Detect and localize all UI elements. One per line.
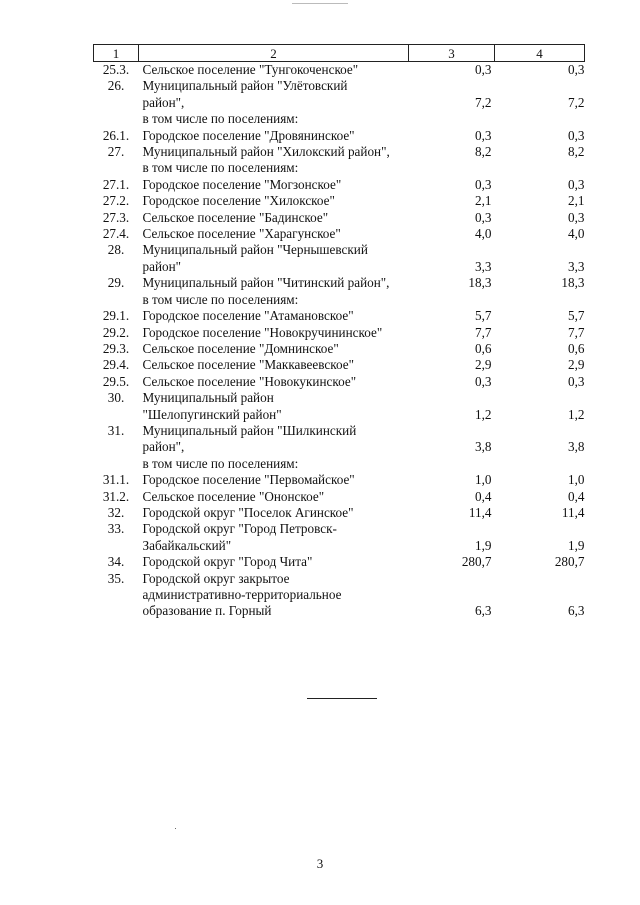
value-column-3: 1,0 bbox=[475, 472, 492, 488]
row-name-line: район" bbox=[142, 258, 182, 274]
table-row bbox=[94, 390, 585, 423]
row-number: 28. bbox=[107, 242, 125, 258]
table-row bbox=[94, 554, 585, 570]
row-name-line: Муниципальный район "Читинский район", bbox=[142, 275, 390, 291]
table-header-row bbox=[94, 45, 585, 62]
row-number: 33. bbox=[107, 521, 125, 537]
row-name-line: Муниципальный район bbox=[142, 390, 274, 406]
row-name-line: Городской округ "Город Петровск- bbox=[142, 521, 337, 537]
table-row bbox=[94, 275, 585, 308]
row-name-line: Сельское поселение "Домнинское" bbox=[142, 340, 339, 356]
row-name-line: в том числе по поселениям: bbox=[142, 111, 299, 127]
scan-top-mark bbox=[292, 3, 348, 5]
value-column-3: 1,9 bbox=[475, 537, 492, 553]
table-row bbox=[94, 210, 585, 226]
row-name-line: Муниципальный район "Шилкинский bbox=[142, 422, 357, 438]
value-column-4: 8,2 bbox=[568, 144, 585, 160]
value-column-4: 1,2 bbox=[568, 406, 585, 422]
value-column-4: 7,2 bbox=[568, 94, 585, 110]
row-number: 29.3. bbox=[102, 340, 130, 356]
row-number: 29. bbox=[107, 275, 125, 291]
table-row bbox=[94, 193, 585, 209]
table-row bbox=[94, 423, 585, 472]
value-column-3: 3,8 bbox=[475, 439, 492, 455]
row-name-line: административно-территориальное bbox=[142, 587, 342, 602]
row-number: 31. bbox=[107, 422, 125, 438]
row-name bbox=[139, 554, 409, 570]
table-row bbox=[94, 62, 585, 79]
table-row bbox=[94, 128, 585, 144]
row-name-line: Сельское поселение "Ононское" bbox=[142, 488, 325, 504]
row-number: 25.3. bbox=[102, 62, 130, 77]
value-column-4: 0,6 bbox=[568, 340, 585, 356]
value-column-3: 18,3 bbox=[468, 275, 492, 291]
row-name-line: в том числе по поселениям: bbox=[142, 455, 299, 471]
row-name bbox=[139, 210, 409, 226]
row-name-line: Городской округ "Поселок Агинское" bbox=[142, 504, 354, 520]
table-row bbox=[94, 341, 585, 357]
value-column-3: 8,2 bbox=[475, 144, 492, 160]
row-name-line: Городской округ закрытое bbox=[142, 570, 290, 586]
row-name-line: район", bbox=[142, 439, 185, 455]
value-column-4: 2,1 bbox=[568, 193, 585, 209]
row-name-line: Сельское поселение "Тунгокоченское" bbox=[142, 62, 359, 77]
row-name bbox=[139, 505, 409, 521]
row-name bbox=[139, 325, 409, 341]
value-column-4: 0,3 bbox=[568, 373, 585, 389]
table-row bbox=[94, 571, 585, 620]
row-name bbox=[139, 374, 409, 390]
table-row bbox=[94, 521, 585, 554]
row-name bbox=[139, 472, 409, 488]
row-name-line: Сельское поселение "Бадинское" bbox=[142, 209, 329, 225]
scan-speck bbox=[175, 828, 176, 829]
value-column-3: 5,7 bbox=[475, 308, 492, 324]
row-number: 30. bbox=[107, 390, 125, 406]
row-name-line: в том числе по поселениям: bbox=[142, 160, 299, 176]
value-column-3: 0,3 bbox=[475, 176, 492, 192]
row-name bbox=[139, 308, 409, 324]
row-name-line: "Шелопугинский район" bbox=[142, 406, 282, 422]
row-name bbox=[139, 489, 409, 505]
column-header-1: 1 bbox=[94, 45, 139, 62]
table-row bbox=[94, 357, 585, 373]
row-name bbox=[139, 144, 409, 177]
table-row bbox=[94, 226, 585, 242]
row-number: 27.1. bbox=[102, 176, 130, 192]
value-column-4: 18,3 bbox=[561, 275, 585, 291]
row-number: 31.2. bbox=[102, 488, 130, 504]
table-row bbox=[94, 242, 585, 275]
row-number: 35. bbox=[107, 570, 125, 586]
table-row bbox=[94, 374, 585, 390]
row-number: 29.2. bbox=[102, 324, 130, 340]
row-name-line: Муниципальный район "Улётовский bbox=[142, 78, 348, 94]
row-name-line: район", bbox=[142, 94, 185, 110]
row-number: 27. bbox=[107, 144, 125, 160]
end-of-table-rule bbox=[307, 698, 377, 699]
value-column-3: 1,2 bbox=[475, 406, 492, 422]
value-column-4: 4,0 bbox=[568, 226, 585, 242]
value-column-3: 7,7 bbox=[475, 324, 492, 340]
value-column-3: 3,3 bbox=[475, 258, 492, 274]
row-name-line: Городское поселение "Дровянинское" bbox=[142, 127, 355, 143]
row-number: 29.5. bbox=[102, 373, 130, 389]
row-number: 26. bbox=[107, 78, 125, 94]
column-header-2: 2 bbox=[139, 45, 409, 62]
row-name-line: Городской округ "Город Чита" bbox=[142, 554, 313, 570]
value-column-3: 0,3 bbox=[475, 209, 492, 225]
row-name bbox=[139, 177, 409, 193]
row-name bbox=[139, 128, 409, 144]
value-column-4: 7,7 bbox=[568, 324, 585, 340]
value-column-4: 1,0 bbox=[568, 472, 585, 488]
table-row bbox=[94, 177, 585, 193]
row-name bbox=[139, 275, 409, 308]
value-column-4: 11,4 bbox=[561, 504, 585, 520]
row-name-line: Городское поселение "Могзонское" bbox=[142, 176, 342, 192]
row-name-line: Городское поселение "Атамановское" bbox=[142, 308, 354, 324]
allocation-table bbox=[93, 44, 585, 620]
row-name bbox=[139, 242, 409, 275]
value-column-4: 3,8 bbox=[568, 439, 585, 455]
row-name bbox=[139, 226, 409, 242]
row-name bbox=[139, 341, 409, 357]
row-name bbox=[139, 78, 409, 127]
value-column-3: 2,9 bbox=[475, 357, 492, 373]
row-number: 29.4. bbox=[102, 357, 130, 373]
row-name-line: Сельское поселение "Маккавеевское" bbox=[142, 357, 354, 373]
row-name-line: образование п. Горный bbox=[142, 603, 272, 619]
value-column-3: 7,2 bbox=[475, 94, 492, 110]
value-column-4: 0,3 bbox=[568, 209, 585, 225]
table-row bbox=[94, 325, 585, 341]
row-number: 27.3. bbox=[102, 209, 130, 225]
row-name bbox=[139, 423, 409, 472]
row-number: 34. bbox=[107, 554, 125, 570]
row-number: 26.1. bbox=[102, 127, 130, 143]
value-column-3: 0,6 bbox=[475, 340, 492, 356]
column-header-3: 3 bbox=[409, 45, 495, 62]
value-column-3: 0,3 bbox=[475, 127, 492, 143]
row-number: 27.4. bbox=[102, 226, 130, 242]
row-name-line: Сельское поселение "Харагунское" bbox=[142, 226, 341, 242]
row-name-line: Городское поселение "Новокручининское" bbox=[142, 324, 383, 340]
row-number: 32. bbox=[107, 504, 125, 520]
value-column-3: 0,3 bbox=[475, 62, 492, 77]
value-column-4: 2,9 bbox=[568, 357, 585, 373]
value-column-4: 280,7 bbox=[554, 554, 585, 570]
value-column-3: 2,1 bbox=[475, 193, 492, 209]
page-number: 3 bbox=[316, 856, 324, 871]
value-column-4: 0,4 bbox=[568, 488, 585, 504]
table-row bbox=[94, 308, 585, 324]
value-column-4: 5,7 bbox=[568, 308, 585, 324]
row-name-line: Забайкальский" bbox=[142, 537, 232, 553]
row-name-line: Городское поселение "Первомайское" bbox=[142, 472, 355, 488]
table-row bbox=[94, 472, 585, 488]
row-name bbox=[139, 390, 409, 423]
value-column-4: 3,3 bbox=[568, 258, 585, 274]
value-column-4: 0,3 bbox=[568, 127, 585, 143]
row-name-line: Муниципальный район "Чернышевский bbox=[142, 242, 368, 258]
table-row bbox=[94, 489, 585, 505]
table-row bbox=[94, 505, 585, 521]
value-column-3: 280,7 bbox=[461, 554, 492, 570]
row-name bbox=[139, 62, 409, 79]
value-column-3: 6,3 bbox=[475, 603, 492, 619]
row-number: 31.1. bbox=[102, 472, 130, 488]
value-column-3: 11,4 bbox=[468, 504, 492, 520]
row-name bbox=[139, 357, 409, 373]
value-column-3: 0,3 bbox=[475, 373, 492, 389]
value-column-4: 6,3 bbox=[568, 603, 585, 619]
row-number: 27.2. bbox=[102, 193, 130, 209]
value-column-4: 1,9 bbox=[568, 537, 585, 553]
row-name bbox=[139, 521, 409, 554]
row-name bbox=[139, 571, 409, 620]
row-name bbox=[139, 193, 409, 209]
table-body bbox=[94, 62, 585, 620]
value-column-4: 0,3 bbox=[568, 62, 585, 77]
value-column-4: 0,3 bbox=[568, 176, 585, 192]
table-row bbox=[94, 144, 585, 177]
value-column-3: 0,4 bbox=[475, 488, 492, 504]
value-column-3: 4,0 bbox=[475, 226, 492, 242]
row-name-line: Муниципальный район "Хилокский район", bbox=[142, 144, 390, 160]
row-name-line: Городское поселение "Хилокское" bbox=[142, 193, 335, 209]
table-row bbox=[94, 78, 585, 127]
row-number: 29.1. bbox=[102, 308, 130, 324]
column-header-4: 4 bbox=[495, 45, 585, 62]
row-name-line: Сельское поселение "Новокукинское" bbox=[142, 373, 357, 389]
row-name-line: в том числе по поселениям: bbox=[142, 291, 299, 307]
